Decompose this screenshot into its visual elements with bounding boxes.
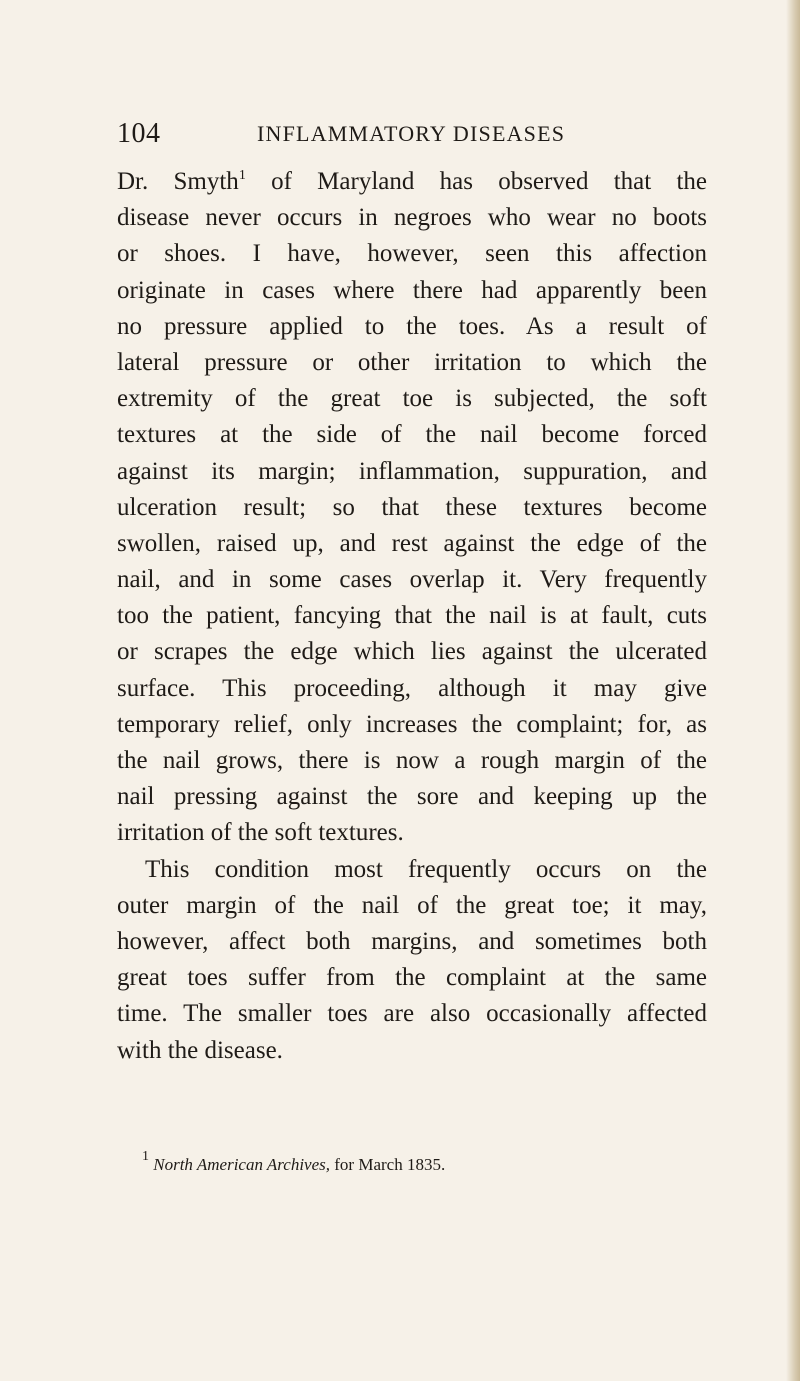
page-edge	[786, 0, 800, 1381]
text-line: irritation of the soft textures.	[117, 819, 404, 847]
text-line: lateral pressure or other irritation to which the	[117, 348, 707, 376]
body-text	[117, 164, 707, 1069]
text-line: too the patient, fancying that the nail is at fault, cuts	[117, 602, 707, 630]
first-word: Dr. Smyth	[117, 168, 239, 195]
footnote	[142, 1149, 712, 1175]
text-line: extremity of the great toe is subjected, the soft	[117, 385, 707, 413]
text-line: the nail grows, there is now a rough margin of the	[117, 747, 707, 774]
text-line: swollen, raised up, and rest against the edge of the	[117, 529, 707, 557]
text-line: surface. This proceeding, although it may give	[117, 674, 707, 702]
text-line: originate in cases where there had apparently been	[117, 276, 707, 304]
text-line: time. The smaller toes are also occasionally affected	[117, 1000, 707, 1028]
text-line: disease never occurs in negroes who wear no boots	[117, 204, 707, 232]
footnote-reference: 1	[238, 168, 246, 183]
text-line: textures at the side of the nail become forced	[117, 421, 707, 449]
text-line: Dr. Smyth$^1$ of Maryland has observed that the	[117, 168, 707, 195]
text-line: temporary relief, only increases the complaint; for, as	[117, 710, 707, 738]
text-line: ulceration result; so that these textures become	[117, 493, 707, 521]
text-line: great toes suffer from the complaint at the same	[117, 964, 707, 992]
text-line: outer margin of the nail of the great toe; it may,	[117, 891, 707, 919]
text-line: with the disease.	[117, 1036, 283, 1064]
text-line: or scrapes the edge which lies against the ulcerated	[117, 638, 707, 666]
text-line: nail, and in some cases overlap it. Very frequently	[117, 566, 707, 594]
page-header	[117, 118, 702, 154]
footnote-text: for March 1835.	[330, 1155, 446, 1174]
text-line: nail pressing against the sore and keeping up the	[117, 783, 707, 811]
page-number: 104	[117, 118, 161, 149]
running-head: INFLAMMATORY DISEASES	[257, 121, 566, 146]
text-line: however, affect both margins, and sometimes both	[117, 927, 707, 955]
text-line: no pressure applied to the toes. As a result of	[117, 312, 707, 340]
text-line: against its margin; inflammation, suppuration, and	[117, 457, 707, 485]
footnote-mark: 1	[142, 1149, 149, 1164]
text-line: This condition most frequently occurs on the	[145, 855, 707, 883]
footnote-source: North American Archives,	[153, 1155, 330, 1174]
text-line: or shoes. I have, however, seen this affection	[117, 240, 707, 268]
